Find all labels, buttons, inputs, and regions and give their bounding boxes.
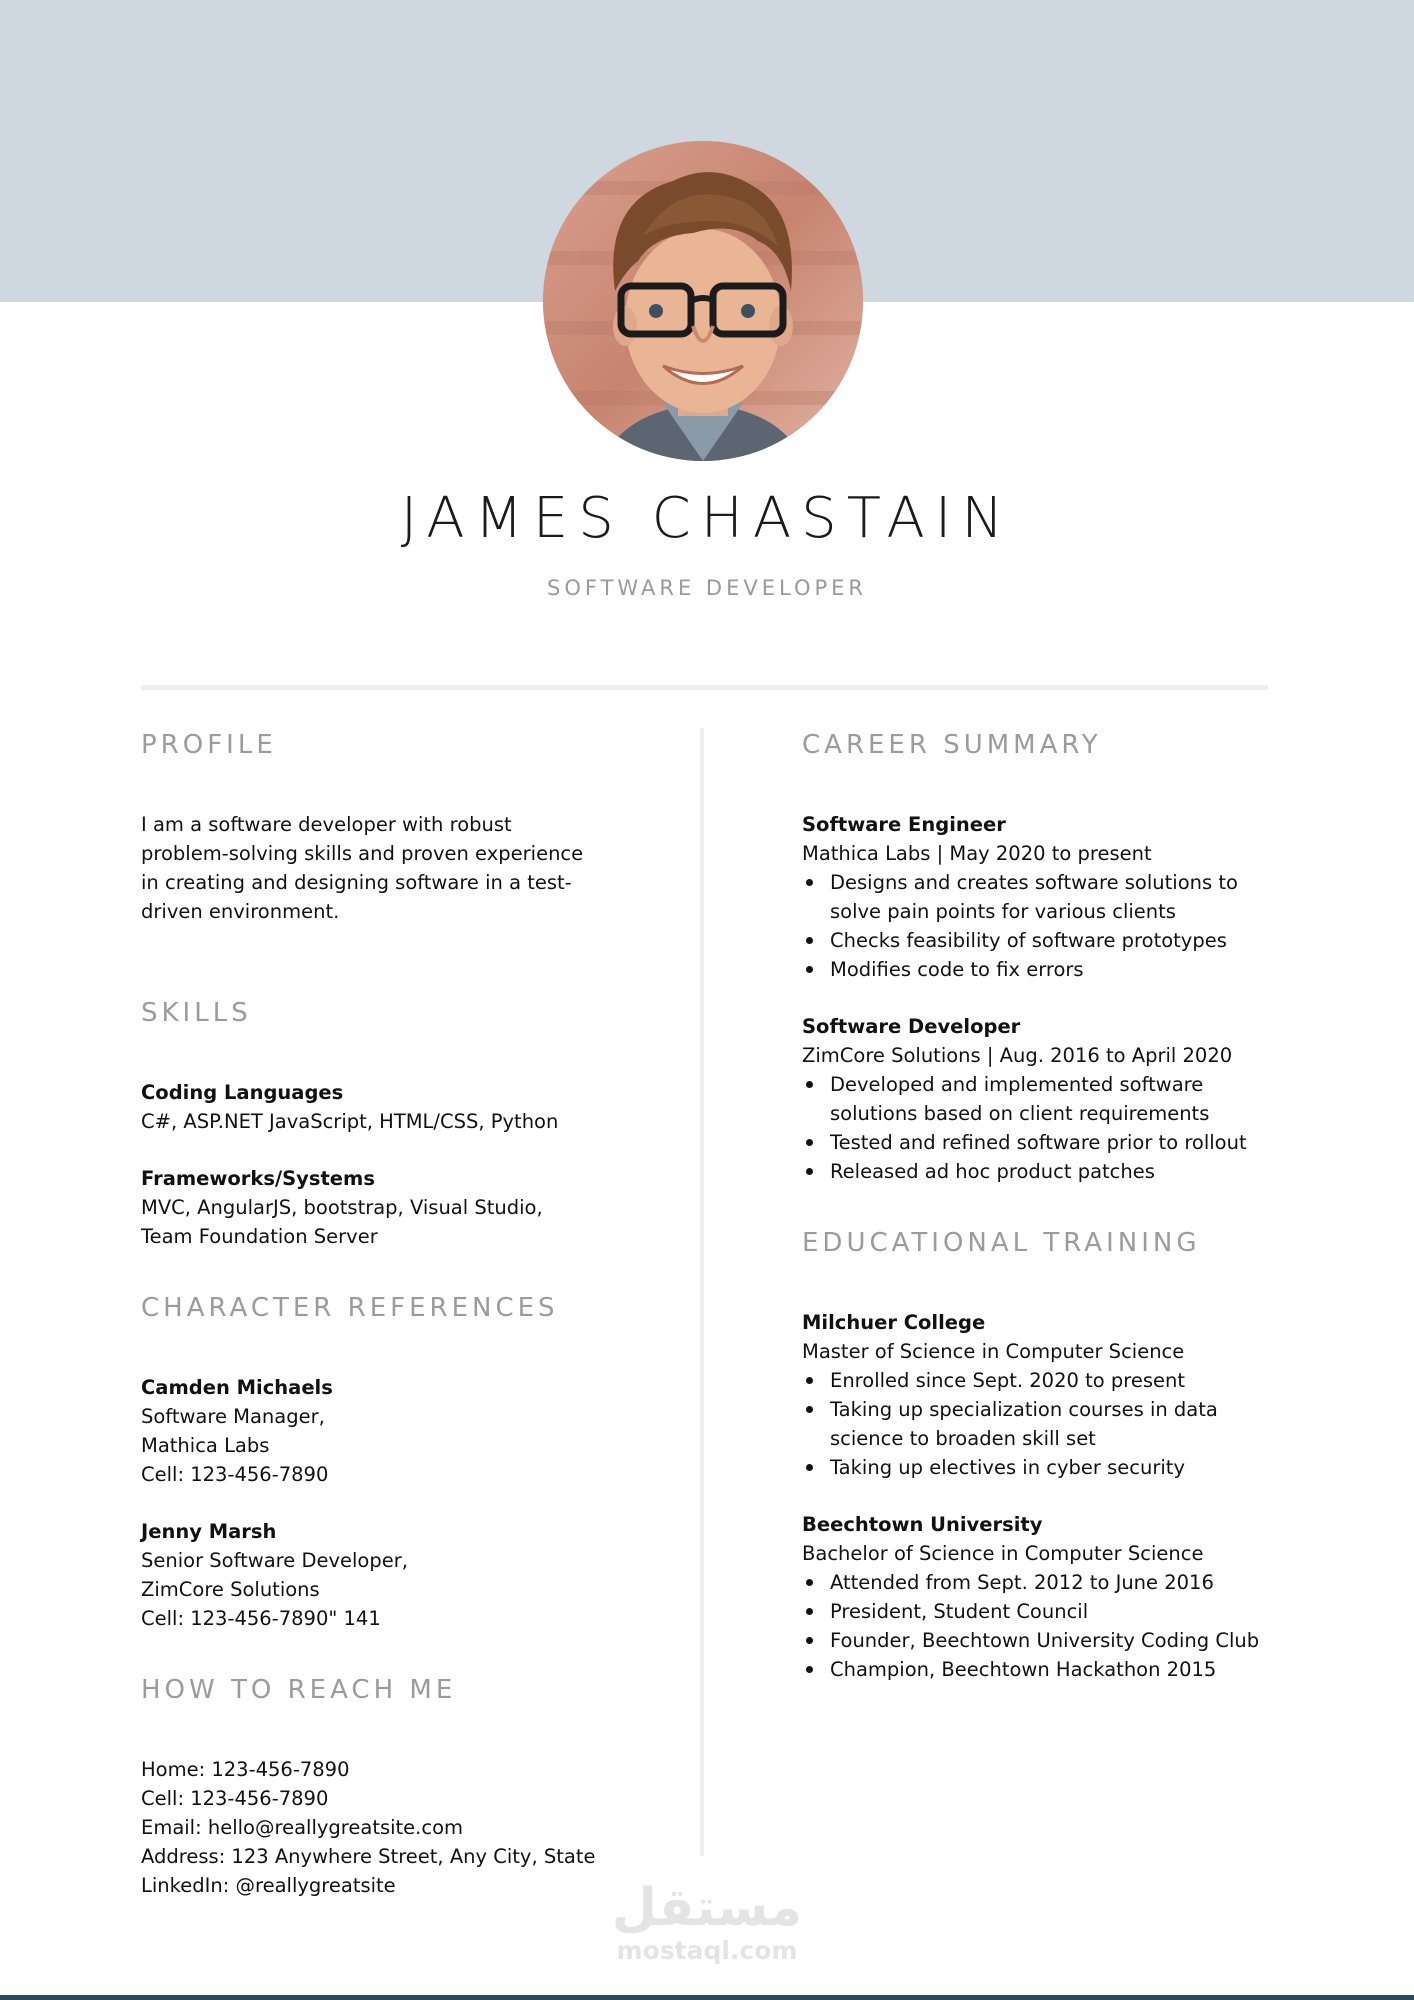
section-title-skills: SKILLS [141,998,252,1028]
watermark-arabic: مستقل [611,1878,803,1938]
contact-address: Address: 123 Anywhere Street, Any City, State [141,1845,596,1868]
profile-line: driven environment. [141,900,340,923]
reference-line: Senior Software Developer, [141,1549,408,1572]
reference-entry [141,1373,661,1489]
candidate-name: JAMES CHASTAIN [400,486,1014,551]
education-section [802,1226,1282,1684]
reference-line: ZimCore Solutions [141,1578,320,1601]
reference-line: Software Manager, [141,1405,325,1428]
bullet-line: Developed and implemented software [830,1073,1204,1096]
skill-group [141,1164,661,1251]
bullet-line: Attended from Sept. 2012 to June 2016 [830,1571,1214,1594]
list-item [830,1366,1282,1395]
job-position: Software Engineer [802,813,1006,836]
reference-entry [141,1517,661,1633]
contact-home: Home: 123-456-7890 [141,1758,350,1781]
left-column [141,728,661,1900]
contact-email: Email: hello@reallygreatsite.com [141,1816,464,1839]
section-title-profile: PROFILE [141,730,277,760]
skill-group [141,1078,661,1136]
bullet-line: President, Student Council [830,1600,1089,1623]
contact-cell: Cell: 123-456-7890 [141,1787,329,1810]
school-name: Milchuer College [802,1311,986,1334]
career-section [802,728,1282,1186]
bullet-line: Founder, Beechtown University Coding Club [830,1629,1260,1652]
watermark-logo [600,1880,814,1966]
bullet-line: Enrolled since Sept. 2020 to present [830,1369,1185,1392]
skill-group-heading: Coding Languages [141,1081,344,1104]
profile-line: I am a software developer with robust [141,813,512,836]
section-title-education: EDUCATIONAL TRAINING [802,1228,1201,1258]
list-item [830,1568,1282,1597]
list-item [830,1626,1282,1655]
job-bullets [802,1070,1282,1186]
bullet-line: Champion, Beechtown Hackathon 2015 [830,1658,1217,1681]
reference-name: Camden Michaels [141,1376,333,1399]
bullet-line: Modifies code to fix errors [830,958,1084,981]
section-title-contact: HOW TO REACH ME [141,1675,457,1705]
job-entry [802,810,1282,984]
skill-group-line: C#, ASP.NET JavaScript, HTML/CSS, Python [141,1110,559,1133]
bullet-line: Taking up specialization courses in data [830,1398,1218,1421]
school-bullets [802,1568,1282,1684]
bullet-line: science to broaden skill set [830,1427,1096,1450]
list-item [830,1597,1282,1626]
reference-line: Cell: 123-456-7890" 141 [141,1607,381,1630]
job-meta: Mathica Labs | May 2020 to present [802,842,1152,865]
bullet-line: solve pain points for various clients [830,900,1176,923]
section-title-career: CAREER SUMMARY [802,730,1102,760]
list-item [830,1655,1282,1684]
bullet-line: Taking up electives in cyber security [830,1456,1185,1479]
bullet-line: Checks feasibility of software prototypes [830,929,1227,952]
list-item [830,1453,1282,1482]
school-degree: Bachelor of Science in Computer Science [802,1542,1204,1565]
skill-group-line: Team Foundation Server [141,1225,378,1248]
job-bullets [802,868,1282,984]
profile-line: in creating and designing software in a test- [141,871,572,894]
list-item [830,868,1282,926]
profile-line: problem-solving skills and proven experience [141,842,584,865]
references-section [141,1291,661,1633]
list-item [830,1070,1282,1128]
skill-group-line: MVC, AngularJS, bootstrap, Visual Studio, [141,1196,543,1219]
list-item [830,926,1282,955]
job-meta: ZimCore Solutions | Aug. 2016 to April 2020 [802,1044,1233,1067]
contact-section [141,1673,661,1900]
list-item [830,1128,1282,1157]
school-name: Beechtown University [802,1513,1043,1536]
school-bullets [802,1366,1282,1482]
bottom-bar [0,1995,1414,2000]
watermark-latin: mostaql.com [616,1936,798,1965]
reference-name: Jenny Marsh [141,1520,277,1543]
reference-line: Cell: 123-456-7890 [141,1463,329,1486]
skill-group-heading: Frameworks/Systems [141,1167,375,1190]
school-entry [802,1308,1282,1482]
profile-section [141,728,661,926]
section-title-references: CHARACTER REFERENCES [141,1293,559,1323]
list-item [830,1395,1282,1453]
bullet-line: Designs and creates software solutions to [830,871,1238,894]
bullet-line: solutions based on client requirements [830,1102,1210,1125]
candidate-role: SOFTWARE DEVELOPER [547,576,867,600]
job-entry [802,1012,1282,1186]
bullet-line: Tested and refined software prior to rollout [830,1131,1247,1154]
job-position: Software Developer [802,1015,1021,1038]
right-column [802,728,1282,1712]
list-item [830,955,1282,984]
profile-photo [543,141,863,461]
school-degree: Master of Science in Computer Science [802,1340,1185,1363]
reference-line: Mathica Labs [141,1434,270,1457]
school-entry [802,1510,1282,1684]
contact-linkedin: LinkedIn: @reallygreatsite [141,1874,396,1897]
header-divider [141,685,1268,690]
skills-section [141,996,661,1251]
column-divider [700,728,704,1856]
bullet-line: Released ad hoc product patches [830,1160,1155,1183]
list-item [830,1157,1282,1186]
